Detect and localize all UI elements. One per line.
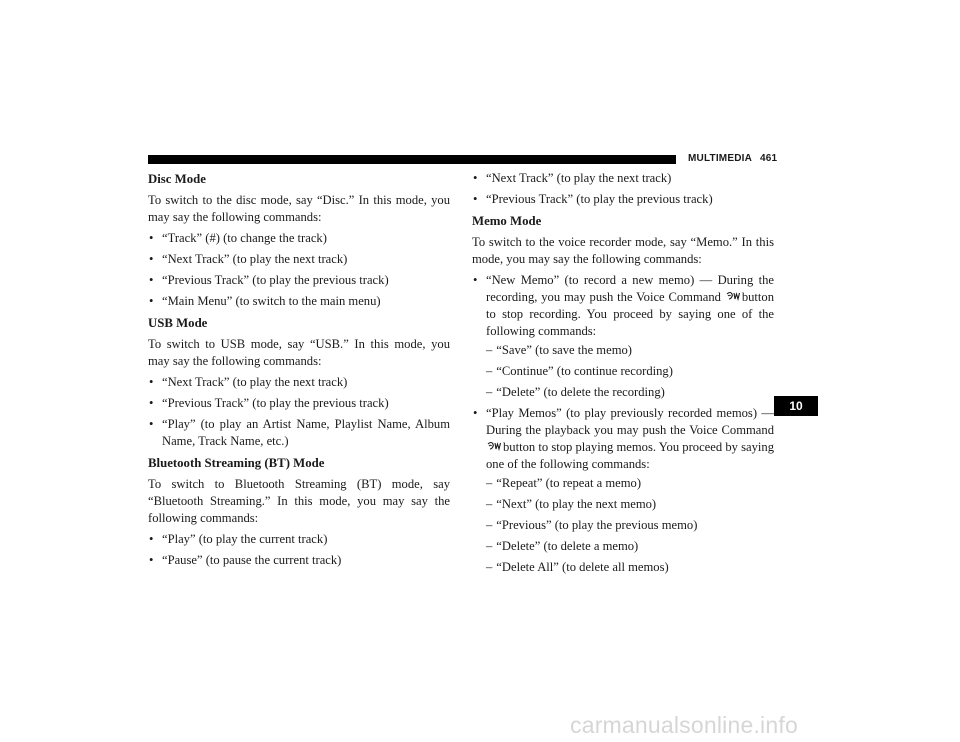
list-item: • “Play” (to play the current track) [149,532,328,546]
list-item: • “Next Track” (to play the next track) [149,375,348,389]
list-item: • “Previous Track” (to play the previous track) [149,273,389,287]
list-item: • “Previous Track” (to play the previous track) [473,192,713,206]
list-item: • “Next Track” (to play the next track) [149,252,348,266]
heading-memo-mode: Memo Mode [472,214,542,228]
heading-disc-mode: Disc Mode [148,172,206,186]
list-item: – “Delete” (to delete a memo) [486,539,639,553]
bt-mode-intro: To switch to Bluetooth Streaming (BT) mode, say “Bluetooth Streaming.” In this mode, you may say the following commands: [148,477,450,525]
list-item-play-memos: • “Play Memos” (to play previously recorded memos) — During the playback you may push the Voice Command button to stop playing memos. You proceed by saying one of the following commands: – “Repeat” (to repeat a memo) – “Next” (to play the next memo) – “Previous” (to play the previous memo) – “Delete” (to delete a memo) – “Delete All” (to delete all memos) [473,406,774,574]
list-item: – “Delete All” (to delete all memos) [486,560,669,574]
heading-usb-mode: USB Mode [148,316,208,330]
list-item: • “Track” (#) (to change the track) [149,231,327,245]
list-item: – “Continue” (to continue recording) [486,364,673,378]
section-title: MULTIMEDIA [688,153,753,164]
chapter-tab: 10 [774,396,818,416]
list-item: • “Play” (to play an Artist Name, Playlist Name, Album Name, Track Name, etc.) [149,417,450,448]
list-item: – “Save” (to save the memo) [486,343,632,357]
list-item: • “Previous Track” (to play the previous track) [149,396,389,410]
disc-mode-intro: To switch to the disc mode, say “Disc.” In this mode, you may say the following commands: [148,193,450,224]
header-rule [148,155,676,164]
list-item: – “Repeat” (to repeat a memo) [486,476,642,490]
heading-bt-mode: Bluetooth Streaming (BT) Mode [148,456,325,470]
list-item: • “Pause” (to pause the current track) [149,553,342,567]
left-column [148,170,450,573]
list-item: – “Delete” (to delete the recording) [486,385,665,399]
watermark: carmanualsonline.info [570,712,798,738]
voice-command-icon [726,291,741,301]
usb-mode-intro: To switch to USB mode, say “USB.” In this mode, you may say the following commands: [148,337,450,368]
list-item: – “Next” (to play the next memo) [486,497,657,511]
right-column [472,170,774,580]
memo-mode-intro: To switch to the voice recorder mode, say “Memo.” In this mode, you may say the following commands: [472,235,774,266]
list-item-new-memo: • “New Memo” (to record a new memo) — During the recording, you may push the Voice Command button to stop recording. You proceed by saying one of the following commands: – “Save” (to save the memo) – “Continue” (to continue recording) – “Delete” (to delete the recording) [473,273,774,399]
page-number: 461 [760,153,778,164]
list-item: • “Main Menu” (to switch to the main menu) [149,294,381,308]
list-item: • “Next Track” (to play the next track) [473,171,672,185]
running-header [688,153,777,164]
list-item: – “Previous” (to play the previous memo) [486,518,698,532]
voice-command-icon [487,441,502,451]
